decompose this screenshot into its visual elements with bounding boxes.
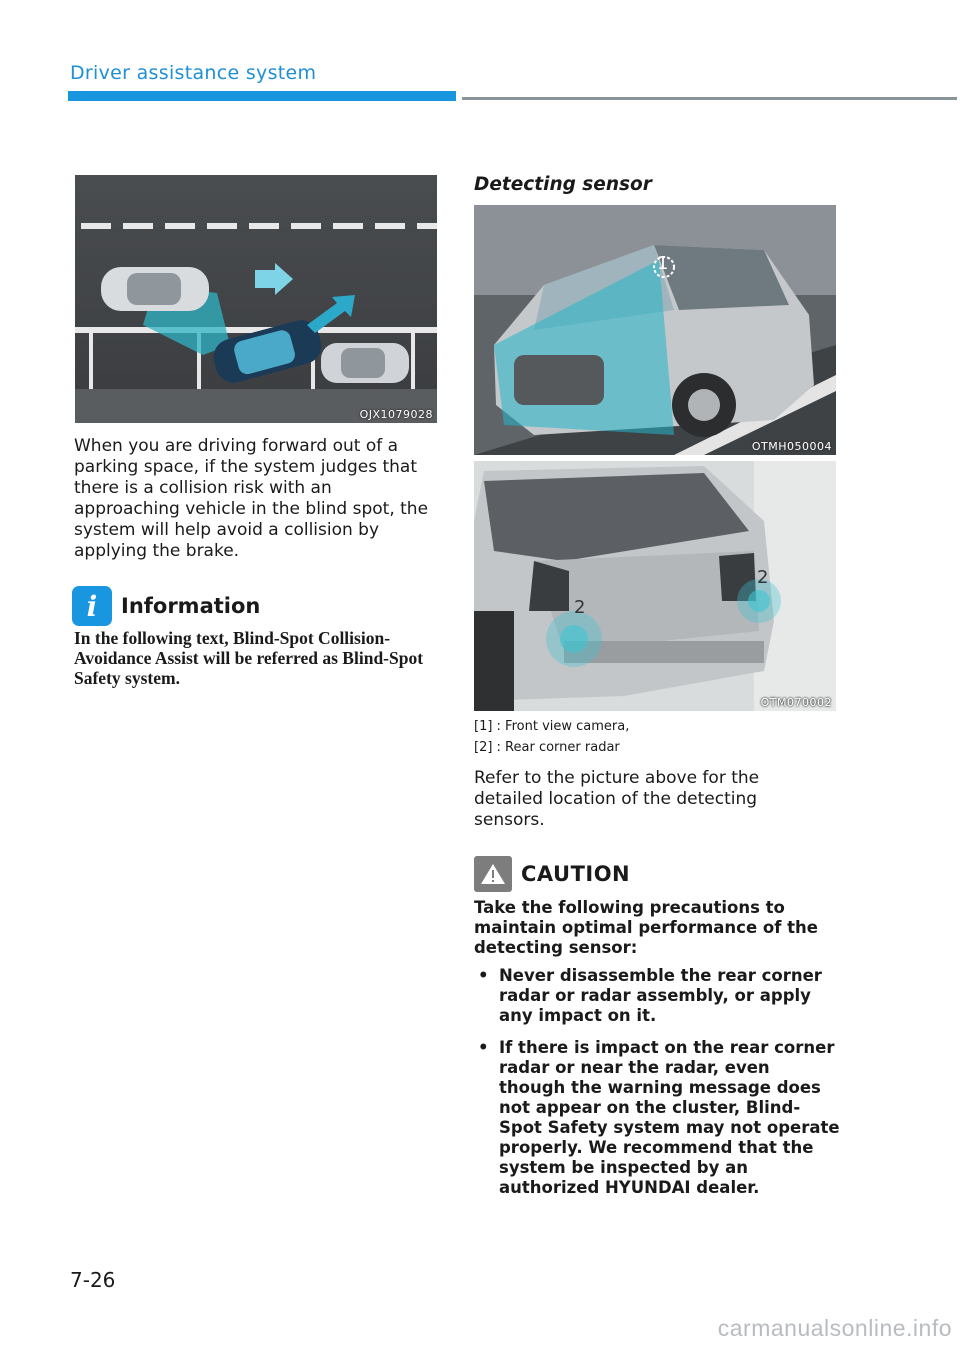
figure-rear-radar xyxy=(474,461,836,711)
rear-radar-graphic xyxy=(474,461,836,711)
section-header: Driver assistance system xyxy=(70,62,317,84)
figure-code: OTMH050004 xyxy=(751,440,832,453)
caution-intro: Take the following precautions to maintain optimal performance of the detecting sensor: xyxy=(474,898,818,957)
bullet-dot-icon: • xyxy=(478,1038,489,1057)
info-icon: i xyxy=(72,586,112,626)
header-rule-gray xyxy=(462,97,957,100)
figure-front-camera xyxy=(474,205,836,455)
figure-code: OTM070002 xyxy=(760,696,832,709)
figure-parking-illustration xyxy=(75,175,437,423)
radar-marker-right: 2 xyxy=(757,567,769,588)
caution-bullet xyxy=(474,1038,840,1198)
header-rule-blue xyxy=(68,91,456,101)
caution-bullet-text: Never disassemble the rear corner radar or radar assembly, or apply any impact on it. xyxy=(499,966,822,1025)
caution-title: CAUTION xyxy=(521,862,631,886)
warning-triangle-icon xyxy=(474,856,512,892)
watermark: carmanualsonline.info xyxy=(717,1315,952,1341)
parking-scene-graphic xyxy=(75,175,437,423)
page-number: 7-26 xyxy=(70,1268,116,1292)
front-camera-graphic xyxy=(474,205,836,455)
caution-bullet-text: If there is impact on the rear corner radar or near the radar, even though the warning message does not appear on the cluster, Blind-Spot Safety system may not operate properly. We recommend that the system be inspected by an authorized HYUNDAI dealer. xyxy=(499,1038,840,1197)
sensor-location-paragraph: Refer to the picture above for the detailed location of the detecting sensors. xyxy=(474,768,760,830)
radar-marker-left: 2 xyxy=(574,597,586,618)
caution-heading xyxy=(474,856,630,892)
intro-paragraph: When you are driving forward out of a parking space, if the system judges that there is a collision risk with an approaching vehicle in the blind spot, the system will help avoid a collision by applying the brake. xyxy=(74,436,429,561)
information-title: Information xyxy=(121,594,261,618)
detecting-sensor-title: Detecting sensor xyxy=(474,174,652,195)
figure-code: OJX1079028 xyxy=(359,408,433,421)
information-text: In the following text, Blind-Spot Collision-Avoidance Assist will be referred as Blind-Spot Safety system. xyxy=(74,628,424,688)
information-heading xyxy=(72,586,260,626)
caution-bullet xyxy=(474,966,840,1026)
legend-item-1: [1] : Front view camera, xyxy=(474,719,630,734)
legend-item-2: [2] : Rear corner radar xyxy=(474,740,620,755)
bullet-dot-icon: • xyxy=(478,966,489,985)
camera-marker: 1 xyxy=(657,253,669,274)
